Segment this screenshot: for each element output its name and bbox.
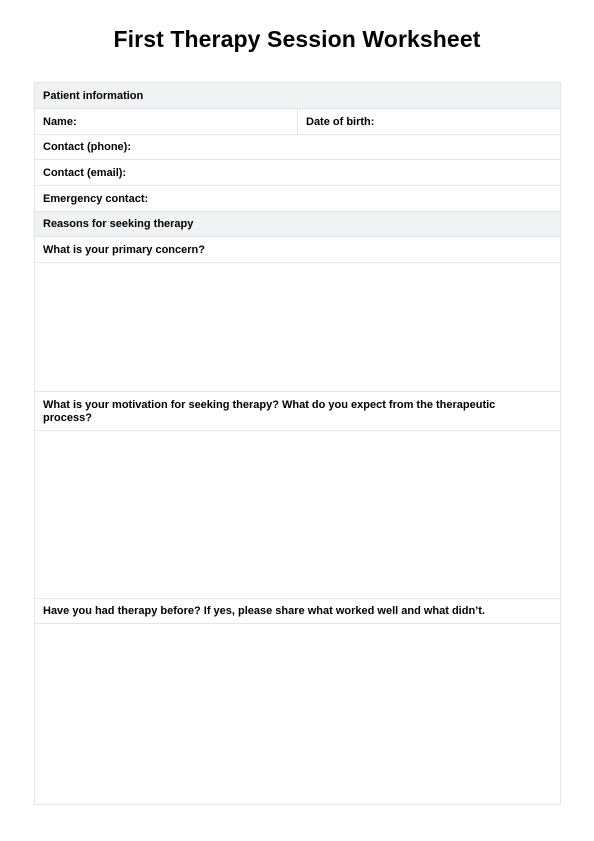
question-previous-therapy [35, 599, 560, 624]
section-header-patient-information [35, 83, 560, 109]
answer-area-primary-concern[interactable] [35, 263, 560, 392]
question-motivation-expectations [35, 392, 560, 431]
contact-phone-field[interactable] [35, 135, 560, 160]
question-label: What is your motivation for seeking therapy? What do you expect from the therapeutic process? [43, 399, 496, 424]
name-field[interactable] [35, 109, 298, 134]
worksheet-title: First Therapy Session Worksheet [113, 26, 481, 52]
section-heading: Patient information [43, 89, 144, 102]
question-label: What is your primary concern? [43, 243, 205, 256]
section-header-reasons-for-seeking-therapy [35, 212, 560, 237]
contact-phone-label: Contact (phone): [43, 141, 131, 153]
name-label: Name: [43, 115, 77, 128]
worksheet-form [34, 82, 561, 805]
contact-email-label: Contact (email): [43, 166, 127, 179]
contact-email-field[interactable] [35, 160, 560, 186]
date-of-birth-label: Date of birth: [306, 115, 375, 128]
date-of-birth-field[interactable] [298, 109, 560, 134]
question-label: Have you had therapy before? If yes, please share what worked well and what didn’t. [43, 605, 485, 617]
answer-area-motivation-expectations[interactable] [35, 431, 560, 599]
question-primary-concern [35, 237, 560, 263]
name-dob-row [35, 109, 560, 135]
section-heading: Reasons for seeking therapy [43, 218, 194, 230]
answer-area-previous-therapy[interactable] [35, 624, 560, 804]
emergency-contact-label: Emergency contact: [43, 192, 149, 205]
emergency-contact-field[interactable] [35, 186, 560, 212]
